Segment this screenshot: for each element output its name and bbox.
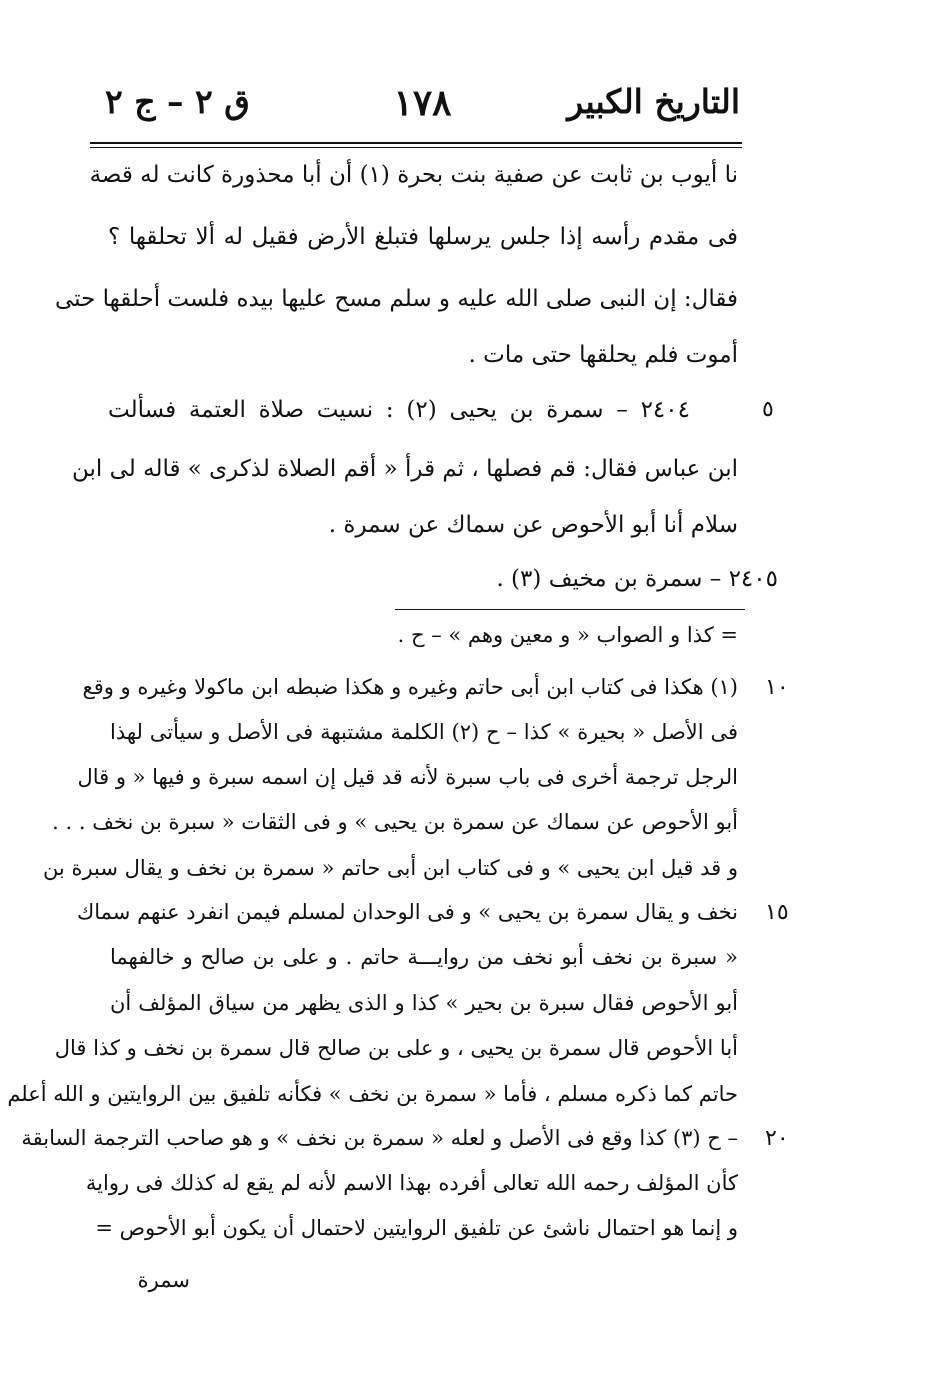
footnote-continuation: = كذا و الصواب « و معين وهم » – ح . <box>397 623 738 647</box>
text-line: سلام أنا أبو الأحوص عن سماك عن سمرة . <box>328 512 738 538</box>
text-line: فى مقدم رأسه إذا جلس يرسلها فتبلغ الأرض فقيل له ألا تحلقها ؟ <box>108 224 738 250</box>
page-number: ١٧٨ <box>393 82 452 124</box>
catchword: سمرة <box>137 1268 190 1292</box>
footnote-line: أبا الأحوص قال سمرة بن يحيى ، و على بن صالح قال سمرة بن نخف و كذا قال <box>54 1036 738 1060</box>
footnote-rule <box>395 609 745 610</box>
text-line: ابن عباس فقال: قم فصلها ، ثم قرأ « أقم الصلاة لذكرى » قاله لى ابن <box>72 456 738 482</box>
footnote-line: فى الأصل « بحيرة » كذا – ح (٢) الكلمة مشتبهة فى الأصل و سيأتى لهذا <box>110 720 738 744</box>
footnote-line: أبو الأحوص عن سماك عن سمرة بن يحيى » و فى الثقات « سبرة بن نخف . . . <box>52 810 738 834</box>
footnote-line: كأن المؤلف رحمه الله تعالى أفرده بهذا الاسم لأنه لم يقع له كذلك فى رواية <box>85 1171 738 1195</box>
line-number-10: ١٠ <box>765 675 789 700</box>
footnote-line: « سبرة بن نخف أبو نخف من روايـــة حاتم . و على بن صالح و خالفهما <box>110 945 738 969</box>
entry-2405: ٢٤٠٥ – سمرة بن مخيف (٣) . <box>496 566 778 592</box>
footnote-line: نخف و يقال سمرة بن يحيى » و فى الوحدان لمسلم فيمن انفرد عنهم سماك <box>76 900 738 924</box>
header-rule-thin <box>90 147 742 148</box>
book-title: التاريخ الكبير <box>567 82 740 121</box>
footnote-line: – ح (٣) كذا وقع فى الأصل و لعله « سمرة بن نخف » و هو صاحب الترجمة السابقة <box>21 1126 738 1150</box>
text-line: نا أيوب بن ثابت عن صفية بنت بحرة (١) أن أبا محذورة كانت له قصة <box>89 162 738 188</box>
text-line: أموت فلم يحلقها حتى مات . <box>468 342 738 368</box>
entry-2404: ٢٤٠٤ – سمرة بن يحيى (٢) : نسيت صلاة العتمة فسألت <box>108 397 690 423</box>
text-line: فقال: إن النبى صلى الله عليه و سلم مسح عليها بيده فلست أحلقها حتى <box>55 286 738 312</box>
header-rule <box>90 142 742 144</box>
footnote-line: و إنما هو احتمال ناشئ عن تلفيق الروايتين لاحتمال أن يكون أبو الأحوص = <box>95 1216 738 1240</box>
footnote-line: (١) هكذا فى كتاب ابن أبى حاتم وغيره و هكذا ضبطه ابن ماكولا وغيره و وقع <box>82 675 738 699</box>
running-header <box>105 82 740 132</box>
footnote-line: و قد قيل ابن يحيى » و فى كتاب ابن أبى حاتم « سمرة بن نخف و يقال سبرة بن <box>42 856 738 880</box>
volume-reference: ق ٢ – ج ٢ <box>105 82 250 121</box>
footnote-line: أبو الأحوص فقال سبرة بن بحير » كذا و الذى يظهر من سياق المؤلف أن <box>110 991 738 1015</box>
footnote-line: حاتم كما ذكره مسلم ، فأما « سمرة بن نخف » فكأنه تلفيق بين الروايتين و الله أعلم <box>7 1082 738 1106</box>
line-number-5: ٥ <box>762 397 774 422</box>
footnote-line: الرجل ترجمة أخرى فى باب سبرة لأنه قد قيل إن اسمه سبرة و فيها « و قال <box>77 765 738 789</box>
line-number-15: ١٥ <box>765 900 789 925</box>
line-number-20: ٢٠ <box>765 1126 789 1151</box>
